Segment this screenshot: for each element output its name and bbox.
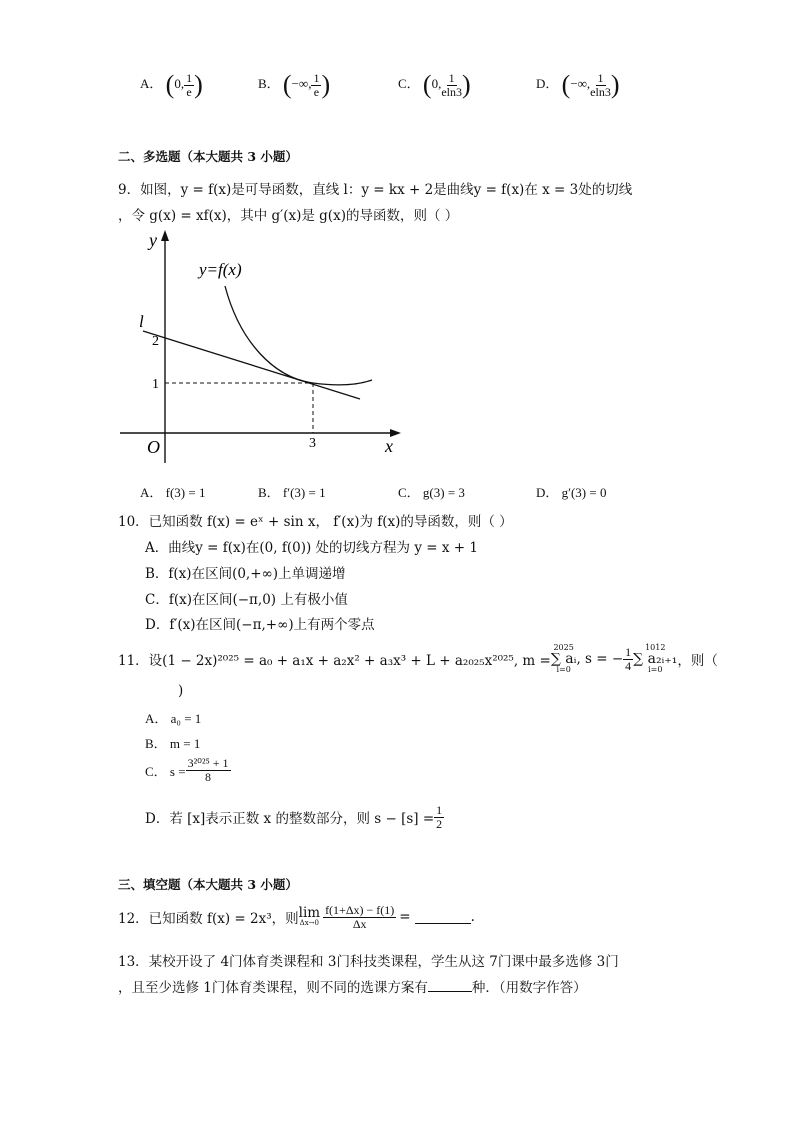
x-axis-label: x [385, 436, 393, 456]
frac-den: e [186, 84, 192, 99]
option-letter: C． [398, 76, 420, 92]
curve-f [225, 286, 372, 385]
frac-num: 3²⁰²⁵ + 1 [187, 756, 229, 770]
q9-option-c: C． g(3) = 3 [398, 485, 465, 500]
q9-graph [115, 228, 415, 463]
sum-upper: 2025 [553, 643, 574, 652]
option-d-fraction [434, 804, 444, 830]
option-a: A． (0, $\frac{1}{e}$ ) [140, 70, 203, 100]
frac-num: 1 [436, 803, 443, 817]
frac-den: eln3 [441, 84, 463, 99]
option-fraction [441, 72, 462, 98]
q11-option-d [145, 804, 444, 830]
option-c-pre: C． s = [145, 763, 186, 779]
q9-stem-line1: 9．如图，y = f(x)是可导函数，直线 l：y = kx + 2是曲线y = f(x)在 x = 3处的切线 [118, 182, 633, 198]
frac-den: 4 [625, 658, 632, 673]
line-label: l [139, 312, 144, 331]
option-fraction [590, 72, 611, 98]
q10-stem: 10．已知函数 f(x) = eˣ + sin x， f′(x)为 f(x)的导函数，则（ ） [118, 514, 513, 530]
sum-lower: i=0 [556, 665, 571, 674]
q12-end: . [470, 909, 475, 926]
q11-stem-pre: 11．设(1 − 2x)²⁰²⁵ = a₀ + a₁x + a₂x² + a₃x³ + L + a₂₀₂₅x²⁰²⁵, m = [118, 653, 551, 669]
frac-num: f(1+Δx) − f(1) [325, 903, 395, 917]
frac-den: eln3 [590, 84, 611, 99]
q11-option-c [145, 757, 231, 783]
q13-stem-line2 [118, 976, 587, 996]
origin-label: O [147, 437, 160, 457]
q10-option-a: A．曲线y = f(x)在(0, f(0)) 处的切线方程为 y = x + 1 [145, 540, 478, 556]
q9-option-a: A． f(3) = 1 [140, 485, 206, 500]
q9-option-b: B． f′(3) = 1 [258, 485, 326, 500]
option-d-pre: D．若 [x]表示正数 x 的整数部分，则 s − [s] = [145, 811, 435, 828]
q11-option-a: A． a₀ = 1 [145, 711, 202, 726]
q11-option-b: B． m = 1 [145, 736, 201, 751]
frac-num: 1 [313, 71, 320, 85]
q10-option-c: C．f(x)在区间(−π,0) 上有极小值 [145, 592, 348, 608]
option-letter: A． [140, 76, 163, 92]
q11-fraction-quarter [623, 646, 633, 672]
frac-den: Δx [352, 916, 367, 931]
option-letter: D． [536, 76, 559, 92]
q9-option-d: D． g′(3) = 0 [536, 485, 607, 500]
limit-word: lim [298, 904, 321, 921]
q11-sum-m [551, 644, 577, 674]
q11-stem-end: ，则（ [677, 653, 718, 669]
tick-label-y2: 2 [152, 334, 159, 349]
section-heading-fill-blank: 三、填空题（本大题共 3 小题） [118, 877, 298, 892]
q11-stem [118, 644, 718, 674]
y-axis-arrow [161, 230, 169, 241]
option-c-fraction [186, 757, 231, 783]
frac-den: 8 [205, 769, 212, 784]
tick-label-y1: 1 [152, 377, 159, 392]
section-heading-multiple-choice: 二、多选题（本大题共 3 小题） [118, 149, 298, 164]
frac-num: 1 [597, 71, 604, 85]
q11-sum-s [633, 644, 677, 674]
frac-num: 1 [625, 644, 632, 659]
option-d: D． (−∞, $\frac{1}{eln3}$ ) [536, 70, 620, 100]
option-left: 0, [431, 76, 442, 92]
q13-line2-pre: ，且至少选修 1门体育类课程，则不同的选课方案有 [118, 980, 428, 996]
q12-fraction [323, 904, 396, 930]
sum-body: ∑ a₂ᵢ₊₁ [633, 651, 678, 667]
option-b: B． (−∞, $\frac{1}{e}$ ) [258, 70, 331, 100]
q11-stem-line2: ) [178, 683, 184, 699]
option-left: −∞, [291, 76, 312, 92]
frac-num: 1 [186, 71, 193, 85]
option-fraction [184, 72, 194, 98]
q9-stem-line2: ，令 g(x) = xf(x)，其中 g′(x)是 g(x)的导函数，则（ ） [118, 208, 459, 224]
q10-option-d: D．f′(x)在区间(−π,+∞)上有两个零点 [145, 617, 375, 633]
sum-upper: 1012 [645, 643, 666, 652]
q12-limit [298, 904, 321, 928]
q13-line2-post: 种．（用数字作答） [471, 980, 587, 996]
frac-den: e [313, 84, 320, 99]
option-letter: B． [258, 76, 280, 92]
q13-stem-line1: 13．某校开设了 4门体育类课程和 3门科技类课程，学生从这 7门课中最多选修 3门 [118, 954, 619, 970]
tangent-line-l [143, 331, 360, 399]
q12-answer-blank[interactable] [415, 911, 471, 924]
sum-body: ∑ aᵢ [550, 651, 577, 667]
y-axis-label: y [149, 230, 157, 250]
q12-equals: = [399, 909, 411, 926]
q12-stem-pre: 12．已知函数 f(x) = 2x³，则 [118, 911, 299, 928]
q10-option-b: B．f(x)在区间(0,+∞)上单调递增 [145, 566, 346, 582]
frac-den: 2 [436, 816, 443, 831]
tick-label-x3: 3 [309, 436, 316, 451]
option-left: −∞, [570, 76, 591, 92]
limit-subscript: Δx→0 [299, 919, 319, 928]
curve-label: y=f(x) [199, 260, 242, 279]
sum-lower: i=0 [648, 665, 663, 674]
frac-num: 1 [448, 71, 455, 85]
option-c: C． (0, $\frac{1}{eln3}$ ) [398, 70, 471, 100]
option-left: 0, [174, 76, 185, 92]
option-fraction [311, 72, 321, 98]
q12-stem [118, 904, 475, 930]
q13-answer-blank[interactable] [428, 979, 472, 992]
q11-stem-mid: , s = − [576, 651, 624, 667]
